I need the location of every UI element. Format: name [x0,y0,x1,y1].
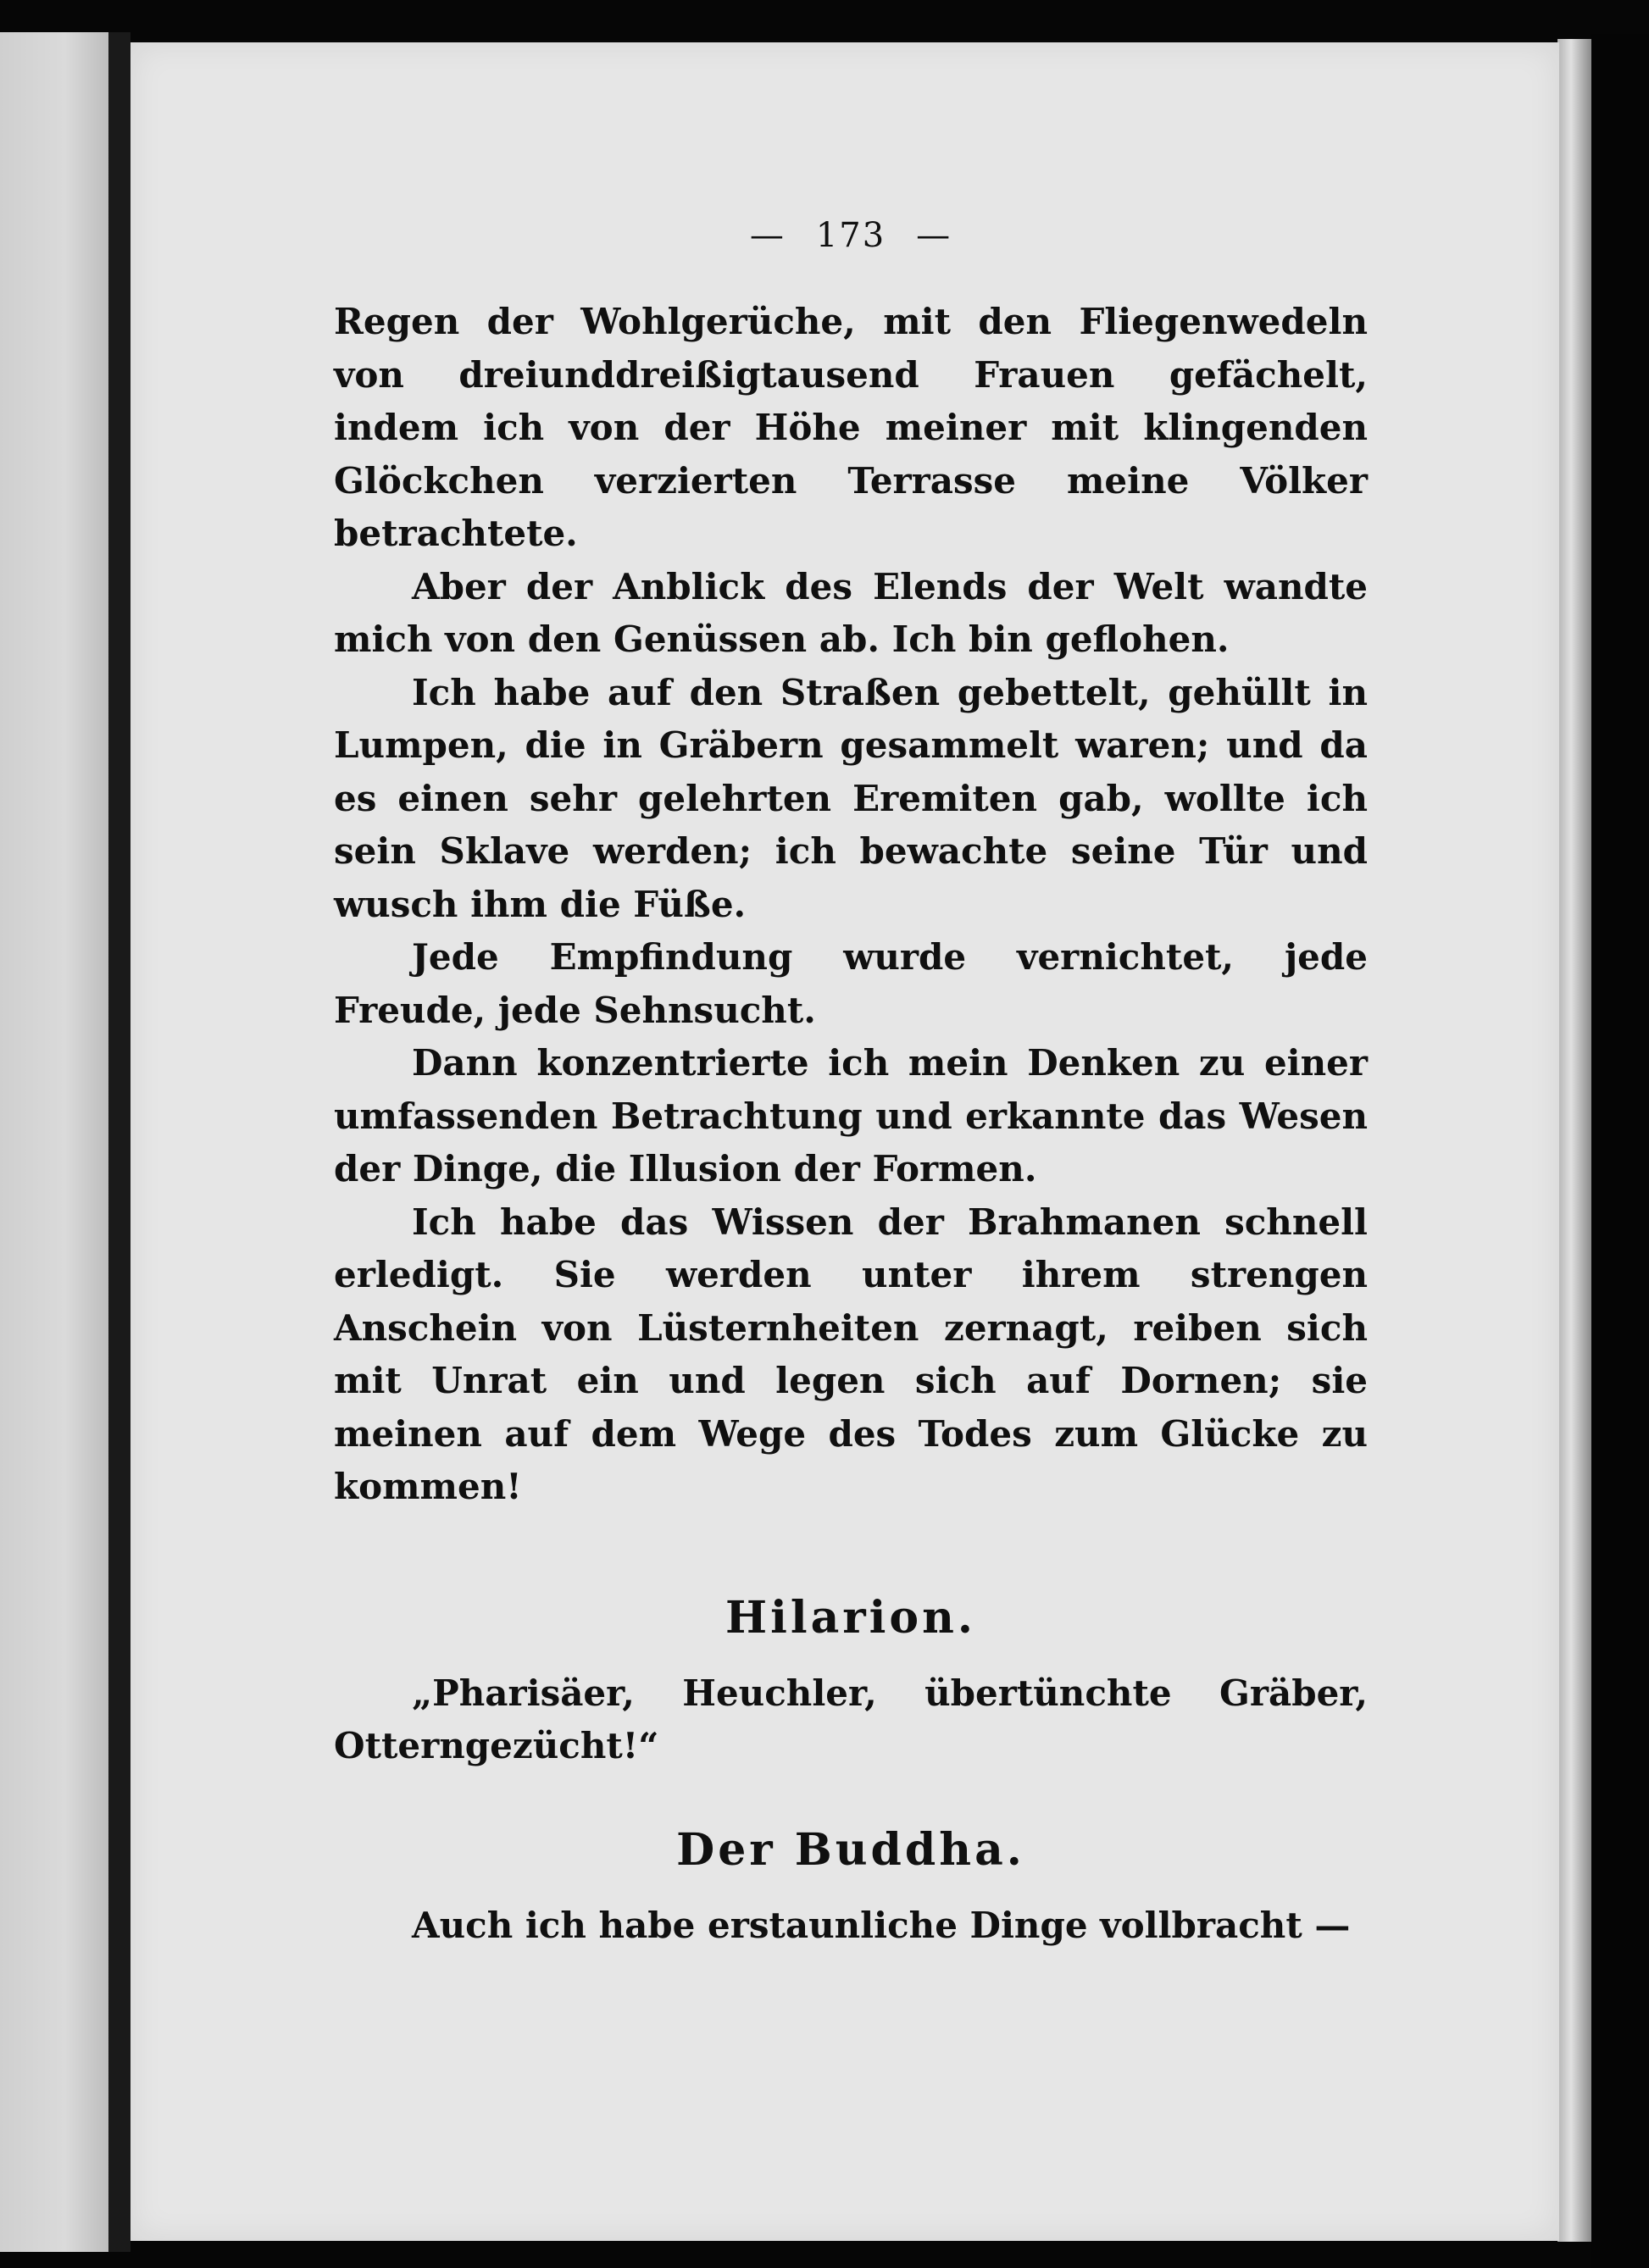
page-number-value: 173 [815,216,886,255]
paragraph-6: Ich habe das Wissen der Brahmanen schnell erledigt. Sie werden unter ihrem strengen Anschein von Lüsternheiten zernagt, reiben sich mit Unrat ein und legen sich auf Dornen; sie meinen auf dem Wege des Todes zum Glücke zu kommen! [334,1201,1368,1507]
book-page [130,42,1559,2241]
speaker-heading-buddha: Der Buddha. [676,1823,1025,1876]
paragraph-4: Jede Empfindung wurde vernichtet, jede Freude, jede Sehnsucht. [334,936,1368,1031]
left-page-edge [0,32,108,2252]
paragraph-2: Aber der Anblick des Elends der Welt wandte mich von den Genüssen ab. Ich bin geflohen. [334,565,1368,660]
right-background [1591,34,1649,2268]
paragraph-1: Regen der Wohlgerüche, mit den Fliegenwedeln von dreiunddreißigtausend Frauen gefächelt, indem ich von der Höhe meiner mit klingenden Glöckchen verzierten Terrasse meine Völker betrachtete. [334,301,1368,554]
paragraph-3: Ich habe auf den Straßen gebettelt, gehüllt in Lumpen, die in Gräbern gesammelt waren; und da es einen sehr gelehrten Eremiten gab, wollte ich sein Sklave werden; ich bewachte seine Tür und wusch ihm die Füße. [334,671,1368,925]
speech-hilarion: „Pharisäer, Heuchler, übertünchte Gräber, Otterngezücht!“ [334,1672,1368,1766]
paragraph-5: Dann konzentrierte ich mein Denken zu einer umfassenden Betrachtung und erkannte das Wesen der Dinge, die Illusion der Formen. [334,1042,1368,1189]
speech-buddha: Auch ich habe erstaunliche Dinge vollbracht — [412,1904,1351,1946]
page-content [334,216,1368,1952]
page-number [334,216,1368,255]
gutter-shadow [108,32,130,2252]
page-number-dash-left: — [749,216,786,255]
speaker-heading-hilarion: Hilarion. [725,1591,977,1644]
page-number-dash-right: — [916,216,952,255]
right-page-stack [1557,39,1591,2242]
